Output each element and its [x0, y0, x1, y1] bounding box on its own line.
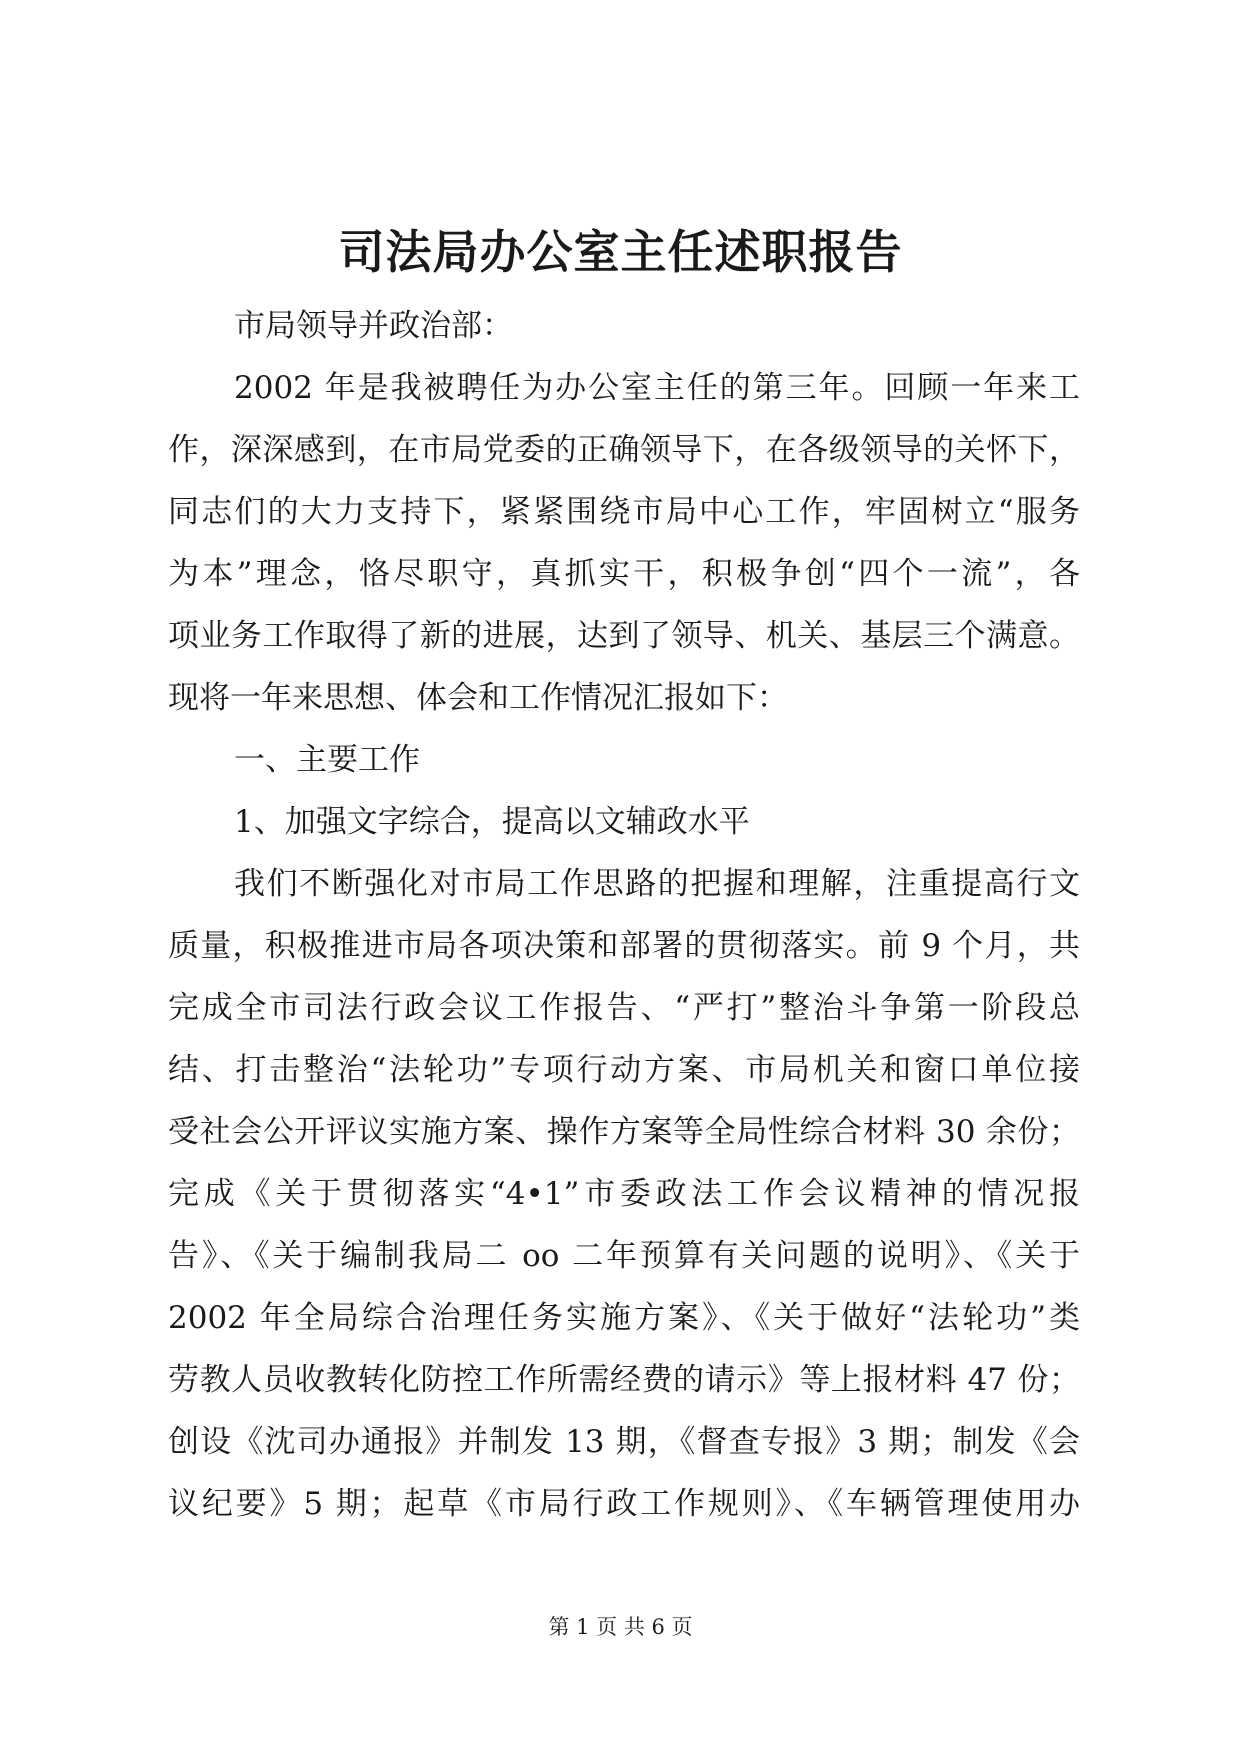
body-line: 作，深深感到，在市局党委的正确领导下，在各级领导的关怀下， — [168, 432, 1080, 468]
body-line: 质量，积极推进市局各项决策和部署的贯彻落实。前 9 个月，共 — [168, 928, 1080, 964]
document-title: 司法局办公室主任述职报告 — [338, 225, 903, 279]
body-line: 完成《关于贯彻落实“4•1”市委政法工作会议精神的情况报 — [168, 1176, 1080, 1212]
body-line: 结、打击整治“法轮功”专项行动方案、市局机关和窗口单位接 — [168, 1052, 1080, 1088]
body-line: 1、加强文字综合，提高以文辅政水平 — [234, 804, 750, 840]
body-line: 我们不断强化对市局工作思路的把握和理解，注重提高行文 — [234, 866, 1080, 902]
body-line: 现将一年来思想、体会和工作情况汇报如下： — [168, 680, 788, 716]
body-line: 一、主要工作 — [234, 742, 420, 778]
body-line: 2002 年是我被聘任为办公室主任的第三年。回顾一年来工 — [234, 370, 1080, 406]
body-line: 项业务工作取得了新的进展，达到了领导、机关、基层三个满意。 — [168, 618, 1080, 654]
body-line: 劳教人员收教转化防控工作所需经费的请示》等上报材料 47 份； — [168, 1362, 1080, 1398]
body-line: 完成全市司法行政会议工作报告、“严打”整治斗争第一阶段总 — [168, 990, 1080, 1026]
body-line: 受社会公开评议实施方案、操作方案等全局性综合材料 30 余份； — [168, 1114, 1080, 1150]
body-line: 市局领导并政治部： — [234, 308, 513, 344]
body-line: 告》、《关于编制我局二 oo 二年预算有关问题的说明》、《关于 — [168, 1238, 1080, 1274]
body-line: 议纪要》5 期；起草《市局行政工作规则》、《车辆管理使用办 — [168, 1486, 1080, 1522]
body-line: 2002 年全局综合治理任务实施方案》、《关于做好“法轮功”类 — [168, 1300, 1080, 1336]
body-line: 同志们的大力支持下，紧紧围绕市局中心工作，牢固树立“服务 — [168, 494, 1080, 530]
page-footer: 第 1 页 共 6 页 — [548, 1615, 693, 1639]
body-line: 为本”理念，恪尽职守，真抓实干，积极争创“四个一流”，各 — [168, 556, 1080, 592]
body-line: 创设《沈司办通报》并制发 13 期，《督查专报》3 期；制发《会 — [168, 1424, 1080, 1460]
document-body — [168, 295, 1080, 1535]
